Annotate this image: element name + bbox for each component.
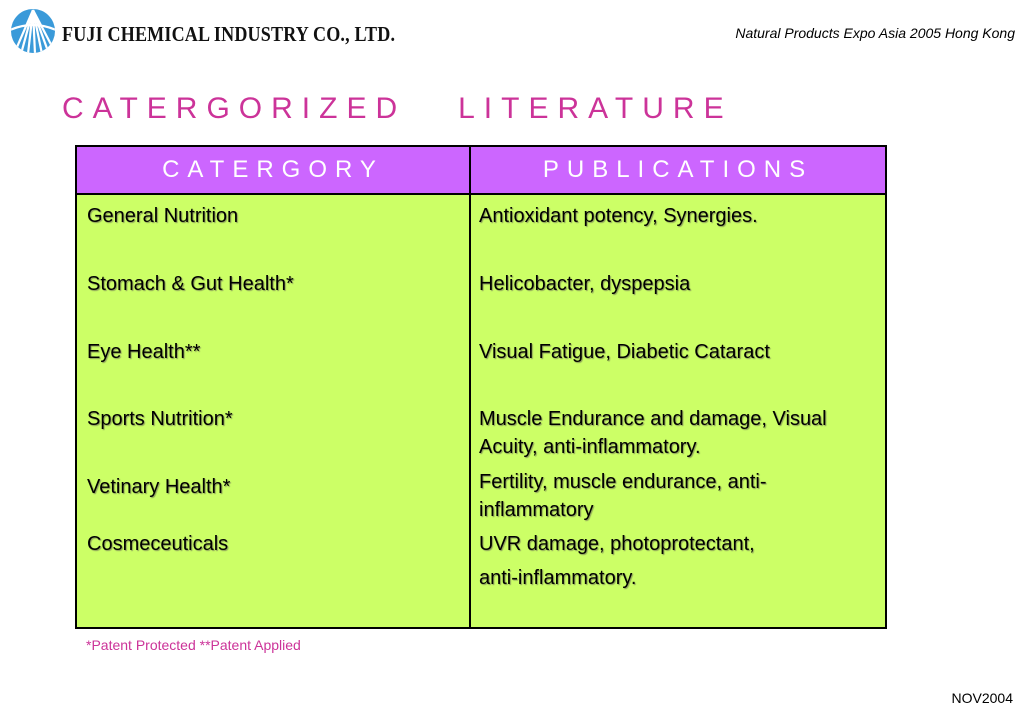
header-category: CATERGORY: [162, 156, 384, 183]
patent-footnote: *Patent Protected **Patent Applied: [86, 637, 301, 653]
publication-cell: Fertility, muscle endurance, anti-inflammatory: [479, 471, 767, 521]
event-name: Natural Products Expo Asia 2005 Hong Kong: [735, 25, 1015, 41]
category-cell: Stomach & Gut Health*: [87, 273, 294, 295]
publication-cell: Visual Fatigue, Diabetic Cataract: [479, 341, 770, 363]
publication-cell: Muscle Endurance and damage, Visual Acuity, anti-inflammatory.: [479, 408, 827, 458]
category-cell: Cosmeceuticals: [87, 533, 229, 555]
publication-cell: UVR damage, photoprotectant,: [479, 533, 755, 555]
date-label: NOV2004: [951, 690, 1013, 706]
column-divider: [469, 147, 471, 627]
page-title: CATERGORIZED LITERATURE: [62, 92, 733, 125]
category-cell: Sports Nutrition*: [87, 408, 233, 430]
category-cell: Eye Health**: [87, 341, 201, 363]
company-name: FUJI CHEMICAL INDUSTRY CO., LTD.: [62, 22, 396, 46]
category-cell: Vetinary Health*: [87, 476, 231, 498]
globe-logo-icon: [10, 8, 56, 54]
publication-cell-continued: anti-inflammatory.: [479, 567, 637, 589]
publication-cell: Antioxidant potency, Synergies.: [479, 205, 758, 227]
publication-cell: Helicobacter, dyspepsia: [479, 273, 691, 295]
category-cell: General Nutrition: [87, 205, 239, 227]
literature-table: [75, 145, 887, 629]
header-publications: PUBLICATIONS: [542, 156, 814, 183]
